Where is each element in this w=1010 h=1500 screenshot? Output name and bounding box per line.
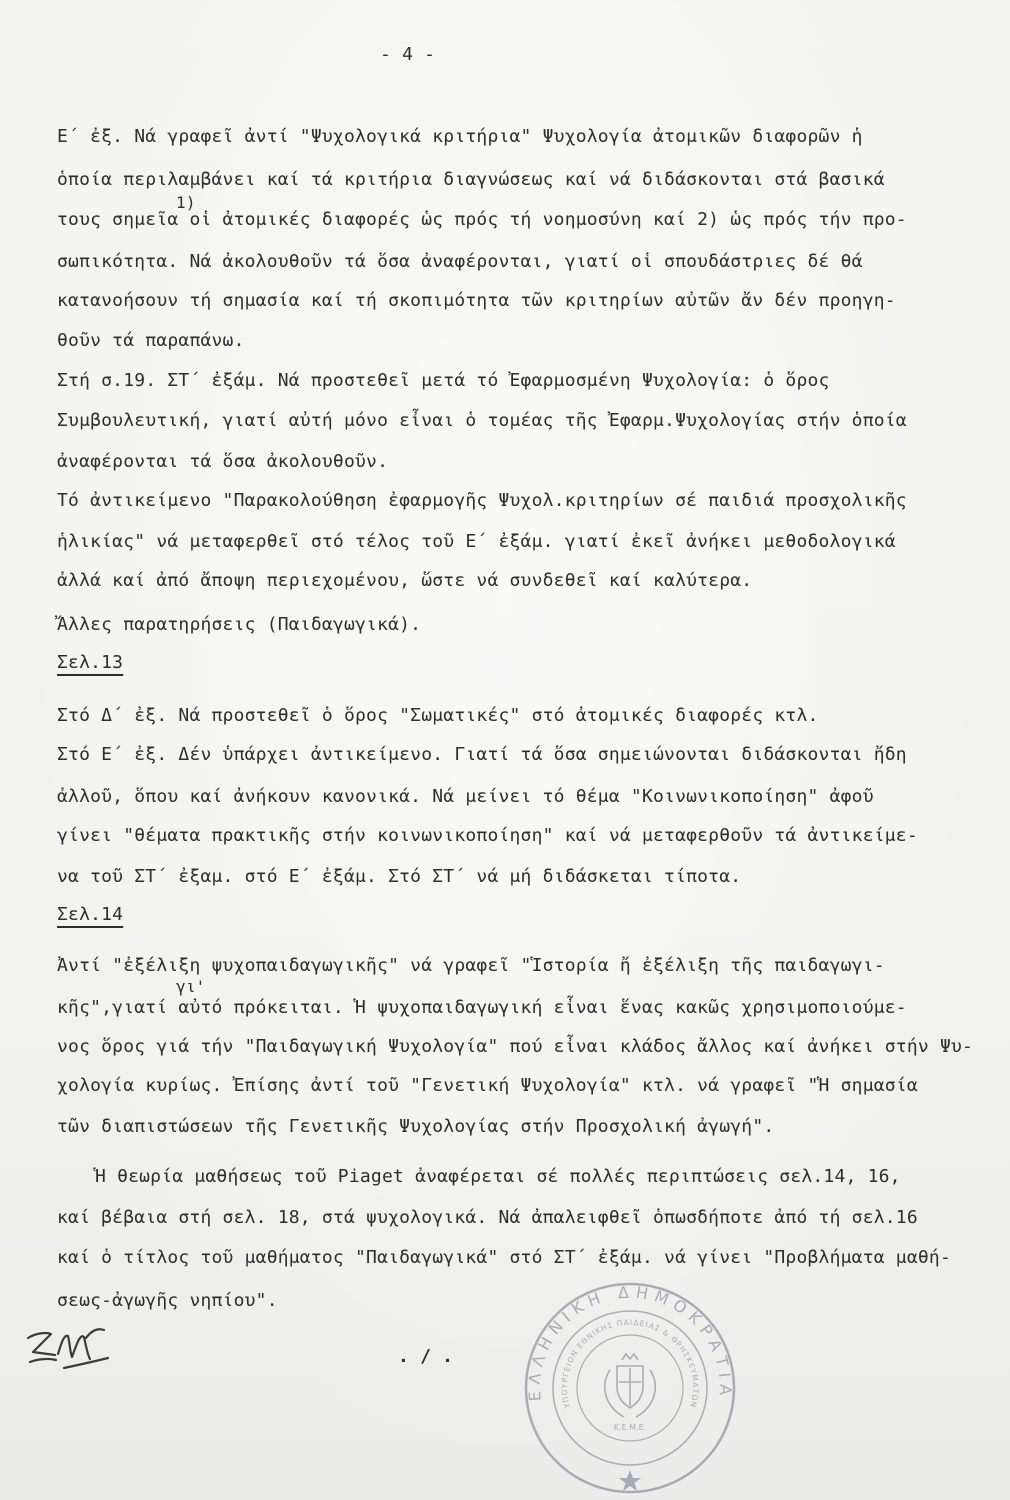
stamp-bottom-text: Κ.Ε.Μ.Ε. xyxy=(613,1423,647,1432)
page-number: - 4 - xyxy=(380,44,436,65)
text-line: νος ὅρος γιά τήν "Παιδαγωγική Ψυχολογία" πού εἶναι κλάδος ἄλλος καί ἀνήκει στήν Ψυ- xyxy=(57,1036,974,1057)
stamp-emblem-icon xyxy=(605,1354,656,1417)
text-line: κῆς",γιατί αὐτό πρόκειται. Ἡ ψυχοπαιδαγωγική εἶναι ἕνας κακῶς χρησιμοποιούμε- xyxy=(57,997,907,1018)
official-stamp xyxy=(520,1278,740,1498)
text-line: ἀλλοῦ, ὅπου καί ἀνήκουν κανονικά. Νά μείνει τό θέμα "Κοινωνικοποίηση" ἀφοῦ xyxy=(57,786,874,807)
text-line: σεως-ἀγωγῆς νηπίου". xyxy=(57,1290,278,1311)
text-line: γίνει "θέματα πρακτικῆς στήν κοινωνικοποίηση" καί νά μεταφερθοῦν τά ἀντικείμε- xyxy=(57,825,918,846)
text-line: ὁποία περιλαμβάνει καί τά κριτήρια διαγνώσεως καί νά διδάσκονται στά βασικά xyxy=(57,169,885,190)
text-line: Στό Δ΄ ἐξ. Νά προστεθεῖ ὁ ὅρος "Σωματικές" στό ἀτομικές διαφορές κτλ. xyxy=(57,705,819,726)
text-line: να τοῦ ΣΤ΄ ἐξαμ. στό Ε΄ ἐξάμ. Στό ΣΤ΄ νά μή διδάσκεται τίποτα. xyxy=(57,866,742,887)
text-line: καί βέβαια στή σελ. 18, στά ψυχολογικά. Νά ἀπαλειφθεῖ ὁπωσδήποτε ἀπό τή σελ.16 xyxy=(57,1207,918,1228)
text-line: κατανοήσουν τή σημασία καί τή σκοπιμότητα τῶν κριτηρίων αὐτῶν ἄν δέν προηγη- xyxy=(57,290,896,311)
text-line: τους σημεῖα οἱ ἀτομικές διαφορές ὡς πρός τή νοημοσύνη καί 2) ὡς πρός τήν προ- xyxy=(57,209,907,230)
section-heading: Σελ.13 xyxy=(57,652,124,673)
text-line: Ἄλλες παρατηρήσεις (Παιδαγωγικά). xyxy=(57,614,422,635)
text-line: θοῦν τά παραπάνω. xyxy=(57,330,245,351)
text-line: Στό Ε΄ ἐξ. Δέν ὑπάρχει ἀντικείμενο. Γιατί τά ὅσα σημειώνονται διδάσκονται ἤδη xyxy=(57,744,907,765)
text-line: χολογία κυρίως. Ἐπίσης ἀντί τοῦ "Γενετική Ψυχολογία" κτλ. νά γραφεῖ "Ἡ σημασία xyxy=(57,1075,918,1096)
text-line: Συμβουλευτική, γιατί αὐτή μόνο εἶναι ὁ τομέας τῆς Ἐφαρμ.Ψυχολογίας στήν ὁποία xyxy=(57,410,907,431)
text-line: Στή σ.19. ΣΤ΄ ἐξάμ. Νά προστεθεῖ μετά τό Ἐφαρμοσμένη Ψυχολογία: ὁ ὅρος xyxy=(57,370,830,391)
stamp-inner-text: ΥΠΟΥΡΓΕΙΟΝ ΕΘΝΙΚΗΣ ΠΑΙΔΕΙΑΣ & ΘΡΗΣΚΕΥΜΑΤΩΝ xyxy=(559,1317,701,1410)
closing-mark: . / . xyxy=(398,1346,454,1367)
text-line: Τό ἀντικείμενο "Παρακολούθηση ἐφαρμογῆς Ψυχολ.κριτηρίων σέ παιδιά προσχολικῆς xyxy=(57,490,907,511)
text-line: ἀναφέρονται τά ὅσα ἀκολουθοῦν. xyxy=(57,451,389,472)
text-line: σωπικότητα. Νά ἀκολουθοῦν τά ὅσα ἀναφέρονται, γιατί οἱ σπουδάστριες δέ θά xyxy=(57,251,863,272)
text-line: ἡλικίας" νά μεταφερθεῖ στό τέλος τοῦ Ε΄ ἐξάμ. γιατί ἐκεῖ ἀνήκει μεθοδολογικά xyxy=(57,531,896,552)
insertion-mark: γι' xyxy=(176,977,206,996)
handwritten-signature xyxy=(24,1324,112,1386)
stamp-outer-text: ΕΛΛΗΝΙΚΗ ΔΗΜΟΚΡΑΤΙΑ xyxy=(524,1282,736,1402)
text-line: Ε΄ ἐξ. Νά γραφεῖ ἀντί "Ψυχολογικά κριτήρια" Ψυχολογία ἀτομικῶν διαφορῶν ἡ xyxy=(57,126,863,147)
text-line: ἀλλά καί ἀπό ἄποψη περιεχομένου, ὥστε νά συνδεθεῖ καί καλύτερα. xyxy=(57,570,753,591)
section-heading: Σελ.14 xyxy=(57,904,124,925)
text-line: καί ὁ τίτλος τοῦ μαθήματος "Παιδαγωγικά" στό ΣΤ΄ ἐξάμ. νά γίνει "Προβλήματα μαθή- xyxy=(57,1247,951,1268)
text-line: τῶν διαπιστώσεων τῆς Γενετικῆς Ψυχολογίας στήν Προσχολική ἀγωγή". xyxy=(57,1116,775,1137)
text-line: Ἡ θεωρία μαθήσεως τοῦ Piaget ἀναφέρεται σέ πολλές περιπτώσεις σελ.14, 16, xyxy=(95,1166,901,1187)
stamp-star-icon xyxy=(619,1470,641,1491)
insertion-mark: 1) xyxy=(176,193,196,212)
text-line: Ἀντί "ἐξέλιξη ψυχοπαιδαγωγικῆς" νά γραφεῖ "Ἱστορία ἤ ἐξέλιξη τῆς παιδαγωγι- xyxy=(57,955,885,976)
